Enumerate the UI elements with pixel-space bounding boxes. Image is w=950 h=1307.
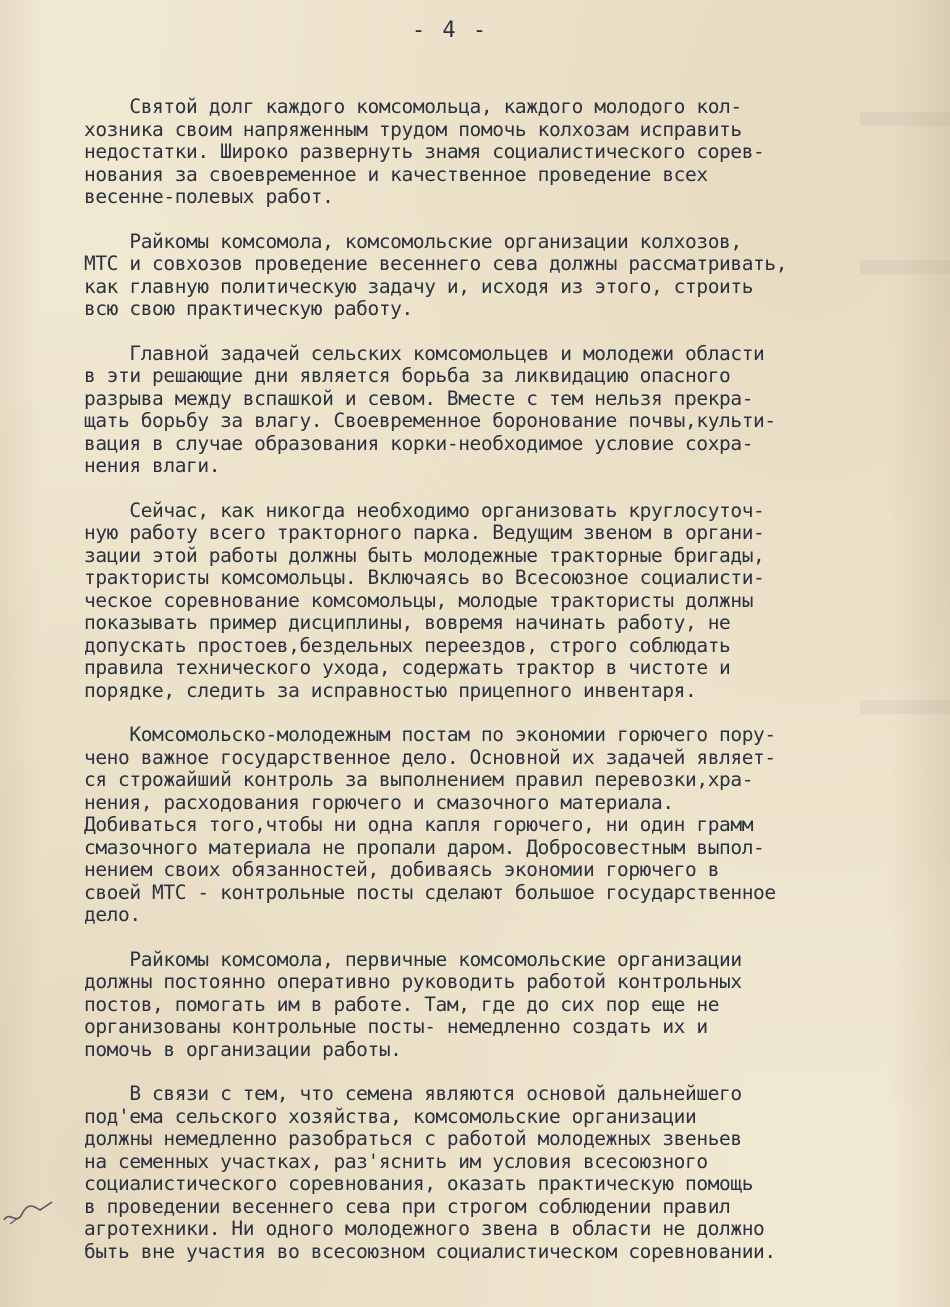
text-line: Комсомольско-молодежным постам по экономии горючего пору- [84, 723, 776, 746]
text-line: недостатки. Широко развернуть знамя социалистического сорев- [84, 140, 765, 163]
text-line: показывать пример дисциплины, вовремя начинать работу, не [84, 611, 731, 634]
text-line: весенне-полевых работ. [84, 185, 334, 208]
text-line: должны постоянно оперативно руководить работой контрольных [84, 970, 742, 993]
paragraph [84, 343, 934, 478]
text-line: Сейчас, как никогда необходимо организовать круглосуточ- [84, 498, 765, 522]
text-line: как главную политическую задачу и, исходя из этого, строить [84, 274, 754, 298]
bleed-through [860, 260, 950, 274]
text-line: трактористы комсомольцы. Включаясь во Всесоюзное социалисти- [84, 566, 765, 589]
paragraph [84, 949, 934, 1062]
text-line: всю свою практическую работу. [84, 297, 413, 320]
text-line: должны немедленно разобраться с работой молодежных звеньев [84, 1127, 742, 1150]
text-line: под'ема сельского хозяйства, комсомольские организации [84, 1104, 697, 1128]
text-line: своей МТС - контрольные посты сделают большое государственное [84, 880, 776, 904]
text-line: ную работу всего тракторного парка. Ведущим звеном в органи- [84, 521, 765, 544]
text-line: зации этой работы должны быть молодежные тракторные бригады, [84, 543, 765, 567]
text-line: ческое соревнование комсомольцы, молодые трактористы должны [84, 588, 754, 612]
text-line: организованы контрольные посты- немедленно создать их и [84, 1015, 708, 1038]
text-line: порядке, следить за исправностью прицепного инвентаря. [84, 678, 697, 702]
text-line: в эти решающие дни является борьба за ликвидацию опасного [84, 364, 731, 387]
text-line: Главной задачей сельских комсомольцев и молодежи области [84, 341, 765, 365]
text-line: допускать простоев,бездельных переездов, строго соблюдать [84, 633, 731, 657]
bleed-through [860, 112, 950, 126]
paragraph [84, 231, 934, 321]
text-line: смазочного материала не пропали даром. Добросовестным выпол- [84, 835, 765, 859]
text-line: хозника своим напряженным трудом помочь колхозам исправить [84, 117, 742, 141]
text-line: быть вне участия во всесоюзном социалистическом соревновании. [84, 1239, 776, 1263]
text-line: агротехники. Ни одного молодежного звена в области не должно [84, 1217, 765, 1240]
text-line: нения, расходования горючего и смазочного материала. [84, 790, 674, 814]
paragraph [84, 1083, 934, 1263]
text-line: вация в случае образования корки-необходимое условие сохра- [84, 431, 754, 455]
text-line: Добиваться того,чтобы ни одна капля горючего, ни один грамм [84, 813, 754, 836]
text-line: нования за своевременное и качественное проведение всех [84, 162, 708, 186]
text-line: разрыва между вспашкой и севом. Вместе с тем нельзя прекра- [84, 386, 754, 410]
text-line: нения влаги. [84, 454, 221, 477]
page-number: - 4 - [411, 18, 489, 43]
text-line: дело. [84, 903, 141, 926]
text-line: постов, помогать им в работе. Там, где до сих пор еще не [84, 992, 720, 1016]
text-line: помочь в организации работы. [84, 1037, 402, 1061]
text-line: Райкомы комсомола, комсомольские организации колхозов, [84, 229, 742, 253]
text-line: Святой долг каждого комсомольца, каждого молодого кол- [84, 95, 742, 118]
text-line: на семенных участках, раз'яснить им условия всесоюзного [84, 1149, 708, 1173]
text-line: В связи с тем, что семена являются основой дальнейшего [84, 1082, 742, 1105]
text-line: нением своих обязанностей, добиваясь экономии горючего в [84, 858, 720, 881]
handwritten-margin-mark [0, 1180, 60, 1250]
paragraph [84, 500, 934, 703]
text-line: МТС и совхозов проведение весеннего сева должны рассматривать, [84, 252, 788, 275]
paragraph [84, 96, 934, 209]
bleed-through [860, 700, 950, 714]
text-line: чено важное государственное дело. Основной их задачей являет- [84, 745, 776, 769]
text-line: щать борьбу за влагу. Своевременное боронование почвы,культи- [84, 409, 776, 432]
typed-text-body [84, 96, 934, 1285]
text-line: в проведении весеннего сева при строгом соблюдении правил [84, 1194, 731, 1218]
paragraph [84, 724, 934, 927]
paper-stain [0, 0, 40, 1307]
text-line: правила технического ухода, содержать трактор в чистоте и [84, 656, 731, 679]
text-line: Райкомы комсомола, первичные комсомольские организации [84, 947, 742, 971]
text-line: социалистического соревнования, оказать практическую помощь [84, 1172, 754, 1195]
text-line: ся строжайший контроль за выполнением правил перевозки,хра- [84, 768, 754, 791]
